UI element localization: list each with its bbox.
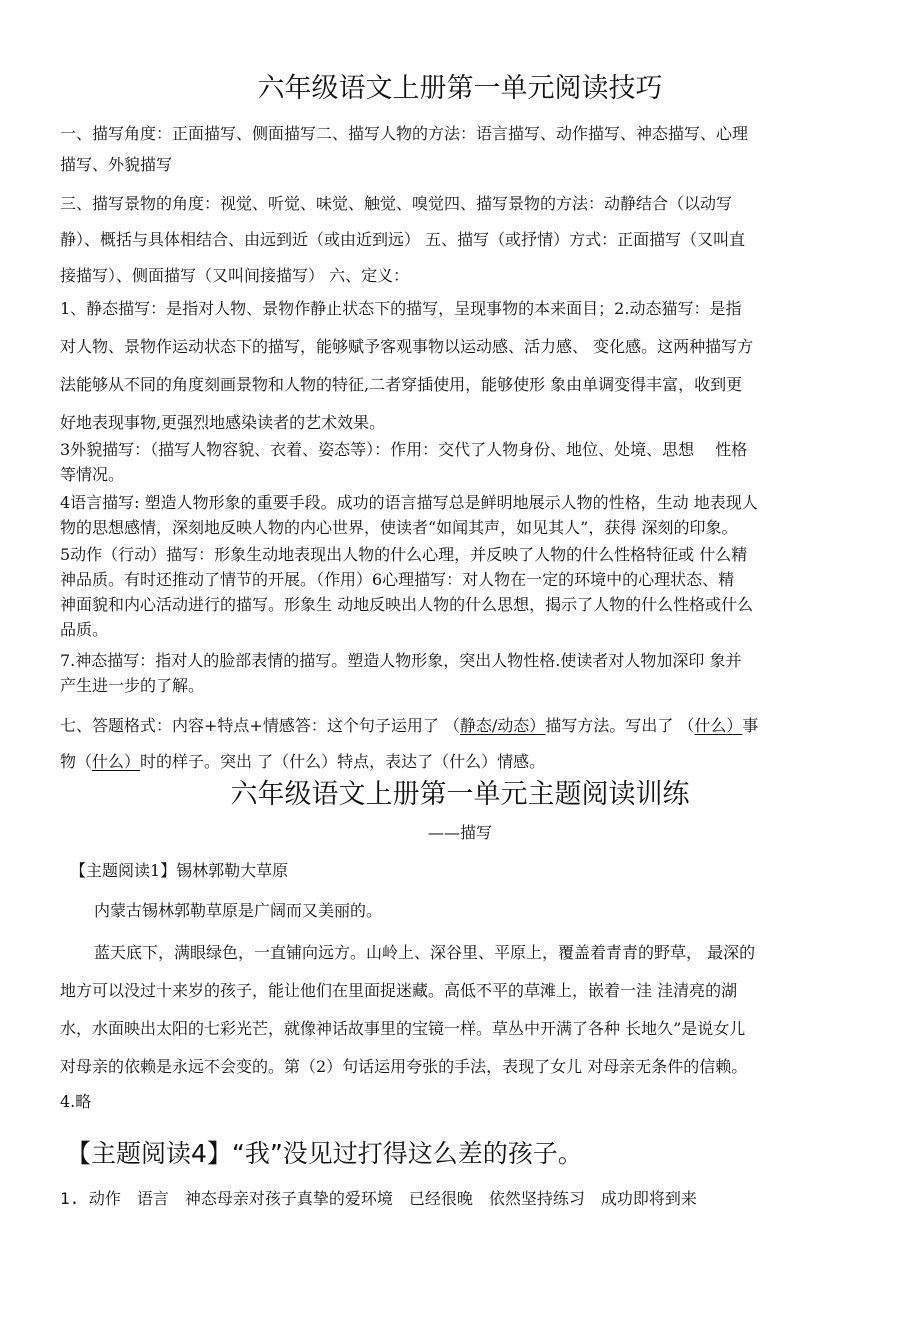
- text-line: 神面貌和内心活动进行的描写。形象生 动地反映出人物的什么思想，揭示了人物的什么性格或什么: [60, 595, 754, 614]
- text-line: [60, 708, 870, 744]
- text-line: 品质。: [60, 620, 109, 639]
- text-line: 产生进一步的了解。: [60, 676, 205, 695]
- text-line: 描写、外貌描写: [60, 155, 173, 174]
- paragraph-expression: [60, 648, 870, 698]
- reading-4-heading: 【主题阅读4】“我”没见过打得这么差的孩子。: [66, 1139, 583, 1168]
- text-line: 蓝天底下，满眼绿色，一直铺向远方。山岭上、深谷里、平原上，覆盖着青青的野草， 最深的: [94, 943, 756, 962]
- text-line: 接描写）、侧面描写（又叫间接描写） 六、定义：: [60, 266, 410, 285]
- section-title: 六年级语文上册第一单元主题阅读训练: [230, 779, 690, 810]
- reading-1-intro: 内蒙古锡林郭勒草原是广阔而又美丽的。: [94, 901, 383, 920]
- text-line: 静）、概括与具体相结合、由远到近（或由近到远） 五、描写（或抒情）方式：正面描写（又叫直: [60, 230, 746, 249]
- text-line: 等情况。: [60, 465, 125, 484]
- text-line: 物的思想感情，深刻地反映人物的内心世界，使读者“如闻其声，如见其人”，获得 深刻的印象。: [60, 518, 738, 537]
- answer-4: 4.略: [60, 1092, 92, 1111]
- paragraph-scenery-methods: [60, 186, 870, 294]
- text-fragment: 描写方法。写出了 （: [545, 716, 695, 735]
- page-title: 六年级语文上册第一单元阅读技巧: [257, 73, 663, 104]
- underlined-answer: 静态/动态）: [459, 716, 546, 735]
- text-fragment: 时的样子。突出 了（什么）特点，表达了（什么）情感。: [140, 752, 546, 771]
- reading-4-answer-1: 1. 动作 语言 神态母亲对孩子真挚的爱环境 已经很晚 依然坚持练习 成功即将到来: [60, 1189, 697, 1208]
- paragraph-appearance: [60, 437, 870, 487]
- text-line: 4语言描写: 塑造人物形象的重要手段。成功的语言描写总是鲜明地展示人物的性格，生动 地表现人: [60, 493, 758, 512]
- underlined-answer: 什么）: [92, 752, 141, 771]
- section-subtitle: ——描写: [427, 823, 492, 842]
- text-line: 3外貌描写：（描写人物容貌、衣着、姿态等）：作用：交代了人物身份、地位、处境、思想 性格: [60, 440, 748, 459]
- text-line: 三、描写景物的角度：视觉、听觉、味觉、触觉、嗅觉四、描写景物的方法：动静结合（以动写: [60, 194, 733, 213]
- text-line: 5动作（行动）描写：形象生动地表现出人物的什么心理，并反映了人物的什么性格特征或 什么精: [60, 545, 748, 564]
- text-line: 一、描写角度：正面描写、侧面描写二、描写人物的方法：语言描写、动作描写、神态描写、心理: [60, 124, 749, 143]
- text-line: 法能够从不同的角度刻画景物和人物的特征,二者穿插使用，能够使形 象由单调变得丰富，收到更: [60, 375, 743, 394]
- text-fragment: 七、答题格式：内容+特点+情感答：这个句子运用了 （: [60, 716, 460, 735]
- paragraph-language: [60, 490, 870, 540]
- text-line: 水，水面映出太阳的七彩光芒，就像神话故事里的宝镜一样。草丛中开满了各种 长地久”是说女儿: [60, 1019, 746, 1038]
- text-line: 神品质。有时还推动了情节的开展。（作用）6心理描写：对人物在一定的环境中的心理状态、精: [60, 570, 735, 589]
- paragraph-action-psychology: [60, 542, 870, 642]
- text-line: 7.神态描写：指对人的脸部表情的描写。塑造人物形象，突出人物性格.使读者对人物加深印 象并: [60, 651, 742, 670]
- paragraph-answer-format: [60, 708, 870, 780]
- text-fragment: 事: [742, 716, 759, 735]
- text-line: 地方可以没过十来岁的孩子，能让他们在里面捉迷藏。高低不平的草滩上，嵌着一洼 洼清亮的湖: [60, 981, 738, 1000]
- text-line: 对人物、景物作运动状态下的描写，能够赋予客观事物以运动感、活力感、 变化感。这两种描写方: [60, 337, 754, 356]
- text-line: 好地表现事物,更强烈地感染读者的艺术效果。: [60, 413, 386, 432]
- reading-1-passage: [60, 934, 870, 1086]
- paragraph-static-dynamic: [60, 290, 870, 442]
- text-fragment: 物（: [60, 752, 93, 771]
- paragraph-description-angles: [60, 118, 870, 180]
- underlined-answer: 什么）: [694, 716, 743, 735]
- text-line: 1、静态描写：是指对人物、景物作静止状态下的描写，呈现事物的本来面目；2.动态猫写：是指: [60, 299, 742, 318]
- text-line: 对母亲的依赖是永远不会变的。第（2）句话运用夸张的手法，表现了女儿 对母亲无条件的信赖。: [60, 1057, 748, 1076]
- reading-1-heading: 【主题阅读1】锡林郭勒大草原: [70, 861, 289, 880]
